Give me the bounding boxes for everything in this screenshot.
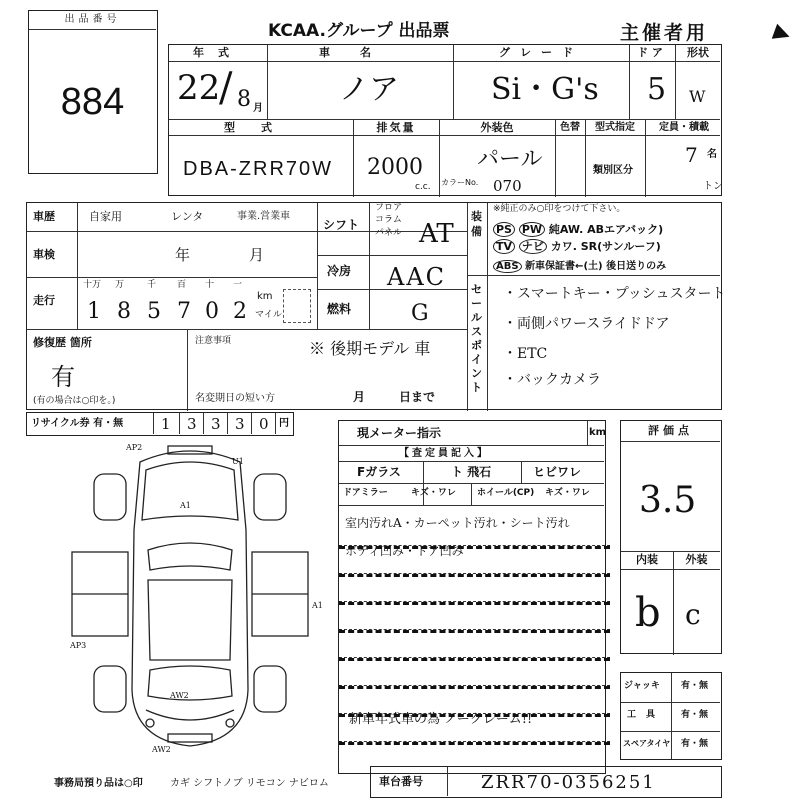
inspection-month: 月 — [249, 246, 265, 264]
wheel-value[interactable]: キズ・ワレ — [545, 488, 590, 498]
equip-sunroof[interactable]: SR(サンルーフ) — [580, 240, 661, 253]
wheel-label: ホイール(CP) — [477, 488, 535, 498]
recycle-unit: 円 — [279, 418, 289, 429]
grade-value: Si・G's — [491, 72, 599, 107]
color-no-label: カラーNo. — [441, 178, 479, 187]
color-change-label: 色替 — [560, 122, 580, 133]
equipment-label: 装備 — [471, 210, 482, 238]
category-label: 類別区分 — [593, 165, 633, 176]
interior-value: b — [635, 590, 661, 636]
year-label: 年式 — [193, 46, 243, 59]
crack-label: ヒビワレ — [533, 465, 582, 479]
inspector-footer-note: 新車年式車の為 ノークレーム!! — [349, 712, 533, 727]
equip-navi[interactable]: ナビ — [519, 239, 547, 254]
tool-label: 工具 — [627, 710, 666, 720]
meter-unit: km — [589, 427, 607, 438]
diagram-mark-ap2: AP2 — [126, 443, 143, 452]
equipment-row3 — [493, 257, 666, 272]
model-value: DBA-ZRR70W — [183, 158, 334, 180]
equip-aw[interactable]: 純AW. — [548, 223, 584, 236]
equipment-row2 — [493, 238, 661, 254]
km-label: km — [257, 291, 273, 302]
chassis-box — [370, 766, 722, 798]
expiry-day: 日まで — [399, 390, 436, 404]
mileage-digit-6: 2 — [233, 299, 247, 324]
mirror-value[interactable]: キズ・ワレ — [411, 488, 456, 498]
equip-leather[interactable]: カワ. — [550, 240, 577, 253]
sales-point-4: ・バックカメラ — [503, 372, 601, 388]
lot-number: 884 — [60, 81, 125, 123]
ac-label: 冷房 — [327, 264, 352, 278]
corner-mark — [772, 24, 793, 45]
mileage-place-6: 一 — [233, 280, 243, 290]
usage-option-rental[interactable]: レンタ — [171, 210, 204, 223]
year-value: 22 — [177, 68, 221, 108]
group-title: KCAA.グループ 出品票 — [268, 21, 450, 41]
capacity-label: 定員・積載 — [659, 122, 709, 133]
lot-label: 出品番号 — [64, 14, 121, 25]
equip-pw[interactable]: PW — [519, 222, 545, 237]
exterior-label: 外装 — [685, 553, 708, 566]
mile-label: マイル — [255, 310, 282, 320]
inspector-note-1: 室内汚れA・カーペット汚れ・シート汚れ — [345, 516, 570, 530]
history-box — [26, 202, 726, 410]
office-items: カギ シフトノブ リモコン ナビロム — [170, 778, 329, 789]
diagram-mark-aw2-rear: AW2 — [170, 691, 189, 700]
stone-label: ト 飛石 — [451, 465, 492, 479]
caution-label: 注意事項 — [195, 336, 232, 346]
mileage-digit-3: 5 — [147, 299, 161, 324]
usage-option-private[interactable]: 自家用 — [89, 210, 122, 223]
office-label: 事務局預り品は○印 — [54, 778, 143, 789]
exterior-color-value: パール — [477, 147, 543, 172]
recycle-digit-4: 3 — [235, 415, 245, 433]
equip-airbag[interactable]: ABエアバック) — [587, 223, 664, 236]
chassis-value: ZRR70-0356251 — [481, 772, 656, 793]
name-label: 車名 — [319, 46, 401, 59]
recycle-digit-3: 3 — [211, 415, 221, 433]
inspector-header: 【査定員記入】 — [399, 448, 490, 459]
repair-label: 修復歴 箇所 — [33, 336, 92, 349]
mileage-label: 走行 — [33, 294, 55, 307]
car-diagram — [50, 440, 330, 770]
month-value: 8 — [237, 87, 251, 112]
mileage-digit-4: 7 — [177, 299, 191, 324]
evaluation-label: 評価点 — [648, 424, 693, 437]
door-value: 5 — [647, 72, 667, 107]
displacement-value: 2000 — [367, 155, 423, 180]
expiry-label: 名変期日の短い方 — [195, 393, 275, 404]
mileage-place-4: 百 — [177, 280, 187, 290]
shape-value: W — [689, 87, 706, 106]
mile-checkbox[interactable] — [283, 289, 311, 323]
mileage-digit-5: 0 — [205, 299, 219, 324]
expiry-month: 月 — [353, 390, 366, 404]
inspector-box — [338, 420, 606, 774]
diagram-mark-a1-front: A1 — [180, 501, 191, 510]
glass-label: Fガラス — [357, 465, 401, 479]
door-label: ドア — [637, 46, 667, 59]
color-no-value: 070 — [493, 177, 522, 195]
chassis-label: 車台番号 — [379, 775, 423, 788]
tool-option[interactable]: 有・無 — [681, 710, 709, 720]
shift-option-floor[interactable]: フロア — [375, 203, 403, 213]
recycle-digit-2: 3 — [187, 415, 197, 433]
shift-value: AT — [419, 219, 454, 249]
sales-point-2: ・両側パワースライドドア — [503, 316, 670, 332]
inspector-note-2: ボディ凹み・ドア凹み — [345, 544, 464, 558]
usage-option-commercial[interactable]: 事業.営業車 — [237, 211, 291, 222]
model-label: 型式 — [224, 121, 298, 134]
mirror-label: ドアミラー — [343, 488, 388, 498]
repair-note: (有の場合は○印を。) — [33, 396, 116, 406]
exterior-color-label: 外装色 — [480, 121, 514, 134]
sales-point-1: ・スマートキー・プッシュスタート — [503, 286, 726, 302]
evaluation-box — [620, 420, 722, 654]
mileage-place-2: 万 — [115, 280, 125, 290]
diagram-mark-ap3: AP3 — [70, 641, 87, 650]
mileage-place-5: 十 — [205, 280, 215, 290]
mileage-place-3: 千 — [147, 280, 157, 290]
exterior-value: c — [685, 598, 701, 631]
capacity-unit: 名 — [707, 149, 717, 160]
displacement-unit: c.c. — [415, 182, 431, 192]
month-unit: 月 — [253, 103, 263, 114]
caution-value: ※ 後期モデル 車 — [309, 339, 431, 358]
inspection-label: 車検 — [33, 248, 55, 261]
diagram-mark-aw2-bottom: AW2 — [152, 745, 171, 754]
diagram-mark-a1-side: A1 — [312, 601, 323, 610]
mileage-digit-1: 1 — [87, 299, 101, 324]
displacement-label: 排気量 — [376, 121, 416, 134]
equip-abs[interactable]: ABS — [493, 260, 522, 273]
sales-point-3: ・ETC — [503, 346, 548, 362]
name-value: ノア — [339, 72, 399, 107]
equip-tv[interactable]: TV — [493, 239, 515, 254]
shift-option-panel[interactable]: パネル — [375, 228, 403, 238]
jack-option[interactable]: 有・無 — [681, 681, 709, 691]
fuel-label: 燃料 — [327, 302, 352, 316]
sales-points-label: セールスポイント — [471, 283, 482, 394]
equip-ps[interactable]: PS — [493, 222, 515, 237]
inspection-year: 年 — [175, 246, 191, 264]
evaluation-score: 3.5 — [639, 480, 697, 521]
vehicle-info-box — [168, 44, 722, 196]
recycle-digit-5: 0 — [259, 415, 269, 433]
capacity-value: 7 — [685, 143, 698, 167]
grade-label: グレード — [499, 46, 583, 59]
mileage-place-1: 十万 — [83, 280, 102, 290]
recycle-box — [26, 412, 294, 436]
jack-label: ジャッキ — [624, 681, 660, 691]
shape-label: 形状 — [687, 46, 709, 59]
equipment-note: ※純正のみ○印をつけて下さい。 — [493, 204, 626, 214]
fuel-value: G — [411, 301, 429, 326]
lot-box — [28, 10, 158, 174]
accessories-box — [620, 672, 722, 760]
ac-value: AAC — [387, 263, 447, 291]
shift-label: シフト — [323, 218, 360, 232]
interior-label: 内装 — [636, 553, 658, 566]
mileage-digit-2: 8 — [117, 299, 131, 324]
spare-label: スペアタイヤ — [623, 739, 671, 748]
usage-label: 車歴 — [33, 210, 55, 223]
sponsor-label: 主催者用 — [620, 22, 709, 44]
spare-option[interactable]: 有・無 — [681, 739, 709, 749]
repair-value: 有 — [51, 363, 75, 391]
shift-option-column[interactable]: コラム — [375, 215, 402, 225]
meter-label: 現メーター指示 — [357, 426, 442, 440]
year-slash: / — [219, 65, 233, 111]
ton-unit: トン — [703, 181, 723, 192]
recycle-digit-1: 1 — [161, 415, 171, 433]
equipment-row1 — [493, 221, 663, 237]
model-designation-label: 型式指定 — [595, 122, 635, 133]
recycle-label: リサイクル券 有・無 — [31, 418, 124, 429]
diagram-mark-u1: U1 — [232, 457, 244, 466]
equip-warranty[interactable]: 新車保証書←(土) 後日送りのみ — [525, 261, 667, 272]
